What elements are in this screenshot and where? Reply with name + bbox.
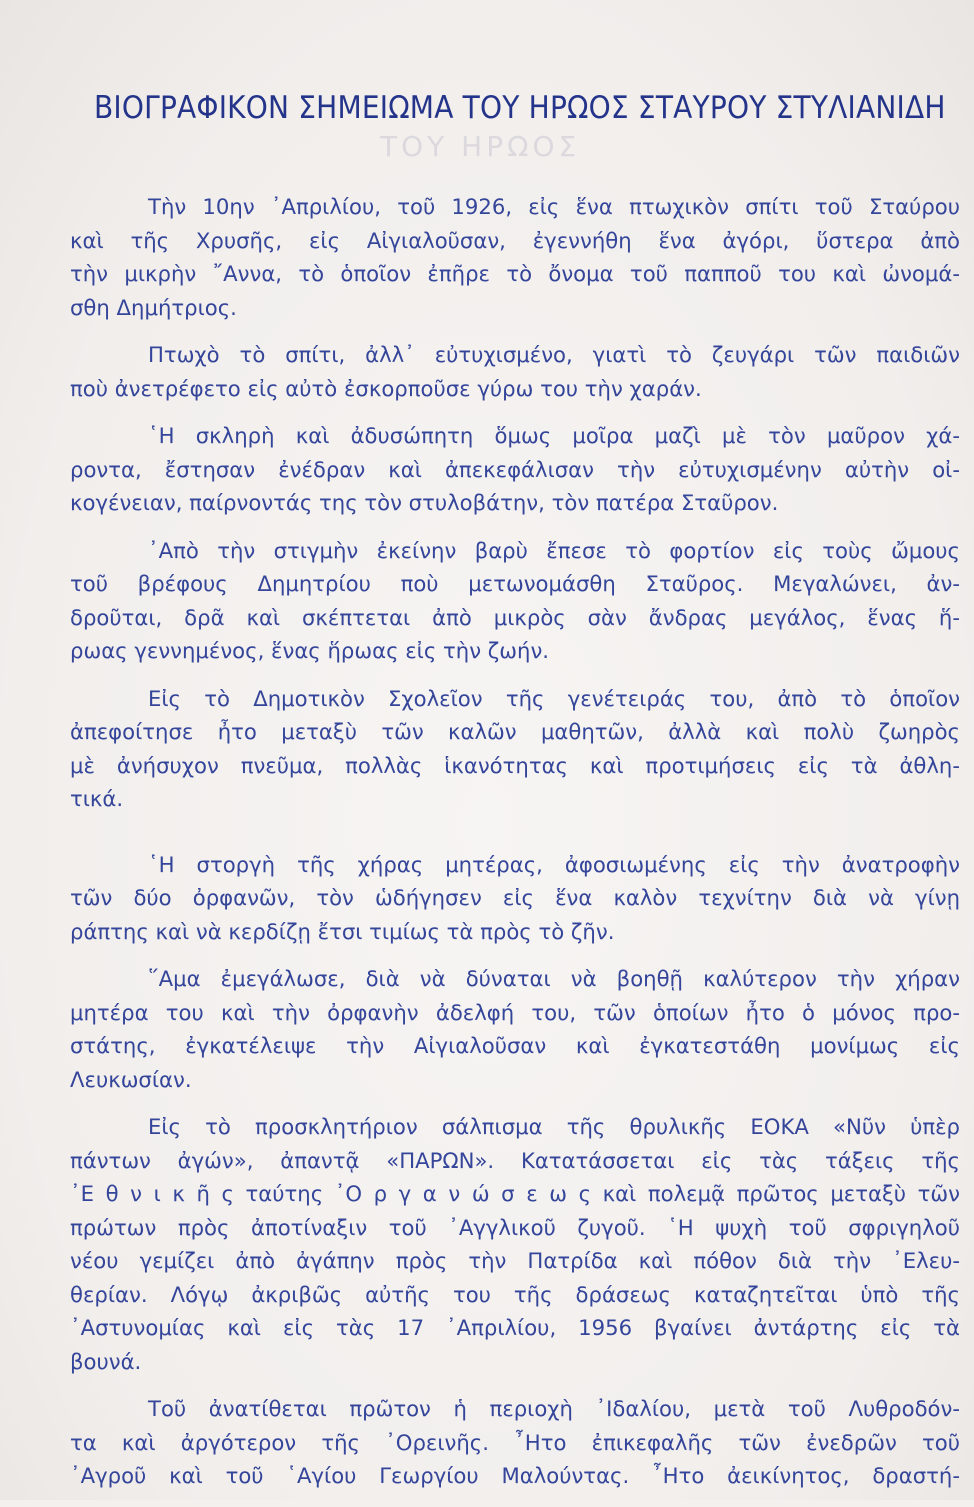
text-line: στάτης, ἐγκατέλειψε τὴν Αἰγιαλοῦσαν καὶ ἐγκατεστάθη μονίμως εἰς	[70, 1033, 960, 1058]
paragraph-7	[70, 962, 960, 1096]
text-line: ᾿Απὸ τὴν στιγμὴν ἐκείνην βαρὺ ἔπεσε τὸ φορτίον εἰς τοὺς ὤμους	[148, 537, 960, 563]
text-line: ράπτης καὶ νὰ κερδίζῃ ἔτσι τιμίως τὰ πρὸς τὸ ζῆν.	[70, 918, 615, 944]
text-line: ῾Η σκληρὴ καὶ ἀδυσώπητη ὅμως μοῖρα μαζὶ μὲ τὸν μαῦρον χά-	[148, 423, 960, 448]
document-body	[70, 190, 960, 1507]
paragraph-2	[70, 338, 960, 405]
text-line: Τὴν 10ην ᾿Απριλίου, τοῦ 1926, εἰς ἕνα πτωχικὸν σπίτι τοῦ Σταύρου	[148, 194, 960, 219]
text-line: σθη Δημήτριος.	[70, 294, 237, 320]
text-line: τοῦ βρέφους Δημητρίου ποὺ μετωνομάσθη Σταῦρος. Μεγαλώνει, ἀν-	[70, 571, 960, 596]
text-line: μητέρα του καὶ τὴν ὀρφανὴν ἀδελφή του, τῶν ὁποίων ἦτο ὁ μόνος προ-	[70, 999, 960, 1025]
paragraph-5	[70, 682, 960, 816]
text-line: ροντα, ἔστησαν ἐνέδραν καὶ ἀπεκεφάλισαν τὴν εὐτυχισμένην αὐτὴν οἰ-	[70, 456, 960, 482]
text-line: Εἰς τὸ προσκλητήριον σάλπισμα τῆς θρυλικῆς ΕΟΚΑ «Νῦν ὑπὲρ	[148, 1114, 960, 1139]
paragraph-9	[70, 1392, 960, 1493]
text-line: κογένειαν, παίρνοντάς της τὸν στυλοβάτην, τὸν πατέρα Σταῦρον.	[70, 490, 779, 515]
text-line: ρωας γεννημένος, ἕνας ἥρωας εἰς τὴν ζωήν.	[70, 638, 550, 663]
text-line: ῾Η στοργὴ τῆς χήρας μητέρας, ἀφοσιωμένης εἰς τὴν ἀνατροφὴν	[148, 851, 960, 877]
text-line: τὴν μικρὴν ῎Αννα, τὸ ὁποῖον ἐπῆρε τὸ ὄνομα τοῦ παπποῦ του καὶ ὠνομά-	[70, 261, 960, 286]
text-line: θερίαν. Λόγῳ ἀκριβῶς αὐτῆς του τῆς δράσεως καταζητεῖται ὑπὸ τῆς	[70, 1281, 960, 1307]
text-line: δροῦται, δρᾶ καὶ σκέπτεται ἀπὸ μικρὸς σὰν ἄνδρας μεγάλος, ἕνας ἥ-	[70, 604, 960, 630]
text-line: τικά.	[70, 786, 124, 811]
text-line: πάντων ἀγών», ἀπαντᾷ «ΠΑΡΩΝ». Κατατάσσεται εἰς τὰς τάξεις τῆς	[70, 1147, 960, 1173]
text-line: ῞Αμα ἐμεγάλωσε, διὰ νὰ δύναται νὰ βοηθῇ καλύτερον τὴν χήραν	[148, 966, 960, 991]
text-line: ᾿Αστυνομίας καὶ εἰς τὰς 17 ᾿Απριλίου, 1956 βγαίνει ἀντάρτης εἰς τὰ	[70, 1315, 960, 1340]
text-line: τῶν δύο ὀρφανῶν, τὸν ὡδήγησεν εἰς ἕνα καλὸν τεχνίτην διὰ νὰ γίνῃ	[70, 885, 960, 910]
text-line: βουνά.	[70, 1348, 142, 1374]
text-line: Λευκωσίαν.	[70, 1066, 192, 1092]
text-line: ἀπεφοίτησε ἦτο μεταξὺ τῶν καλῶν μαθητῶν, ἀλλὰ καὶ πολὺ ζωηρὸς	[70, 719, 960, 744]
page-title: ΒΙΟΓΡΑΦΙΚΟΝ ΣΗΜΕΙΩΜΑ ΤΟΥ ΗΡΩΟΣ ΣΤΑΥΡΟΥ ΣΤΥΛΙΑΝΙΔΗ	[94, 90, 946, 126]
text-line: τα καὶ ἀργότερον τῆς ᾿Ορεινῆς. ῏Ητο ἐπικεφαλῆς τῶν ἐνεδρῶν τοῦ	[70, 1429, 960, 1455]
text-line: νέου γεμίζει ἀπὸ ἀγάπην πρὸς τὴν Πατρίδα καὶ πόθον διὰ τὴν ᾿Ελευ-	[70, 1248, 960, 1273]
paragraph-8	[70, 1110, 960, 1378]
text-line: Εἰς τὸ Δημοτικὸν Σχολεῖον τῆς γενέτειράς του, ἀπὸ τὸ ὁποῖον	[148, 685, 960, 711]
text-line: Πτωχὸ τὸ σπίτι, ἀλλ᾿ εὐτυχισμένο, γιατὶ τὸ ζευγάρι τῶν παιδιῶν	[148, 342, 960, 367]
paragraph-4	[70, 534, 960, 668]
text-line: ᾿Αγροῦ καὶ τοῦ ῾Αγίου Γεωργίου Μαλούντας. ῏Ητο ἀεικίνητος, δραστή-	[70, 1463, 960, 1488]
text-line: ποὺ ἀνετρέφετο εἰς αὐτὸ ἐσκορποῦσε γύρω του τὴν χαράν.	[70, 375, 702, 401]
paragraph-1	[70, 190, 960, 324]
text-line: καὶ τῆς Χρυσῆς, εἰς Αἰγιαλοῦσαν, ἐγεννήθη ἕνα ἀγόρι, ὕστερα ἀπὸ	[70, 227, 960, 253]
paragraph-3	[70, 419, 960, 520]
paragraph-6	[70, 848, 960, 949]
show-through-text: ΤΟΥ ΗΡΩΟΣ	[380, 130, 581, 163]
text-line: ᾿Ε θ ν ι κ ῆ ς ταύτης ᾿Ο ρ γ α ν ώ σ ε ω ς καὶ πολεμᾷ πρῶτος μεταξὺ τῶν	[70, 1181, 960, 1206]
text-line: πρώτων πρὸς ἀποτίναξιν τοῦ ᾿Αγγλικοῦ ζυγοῦ. ῾Η ψυχὴ τοῦ σφριγηλοῦ	[70, 1214, 960, 1240]
text-line: μὲ ἀνήσυχον πνεῦμα, πολλὰς ἱκανότητας καὶ προτιμήσεις εἰς τὰ ἀθλη-	[70, 752, 960, 778]
text-line: Τοῦ ἀνατίθεται πρῶτον ἡ περιοχὴ ᾿Ιδαλίου, μετὰ τοῦ Λυθροδόν-	[148, 1396, 960, 1421]
